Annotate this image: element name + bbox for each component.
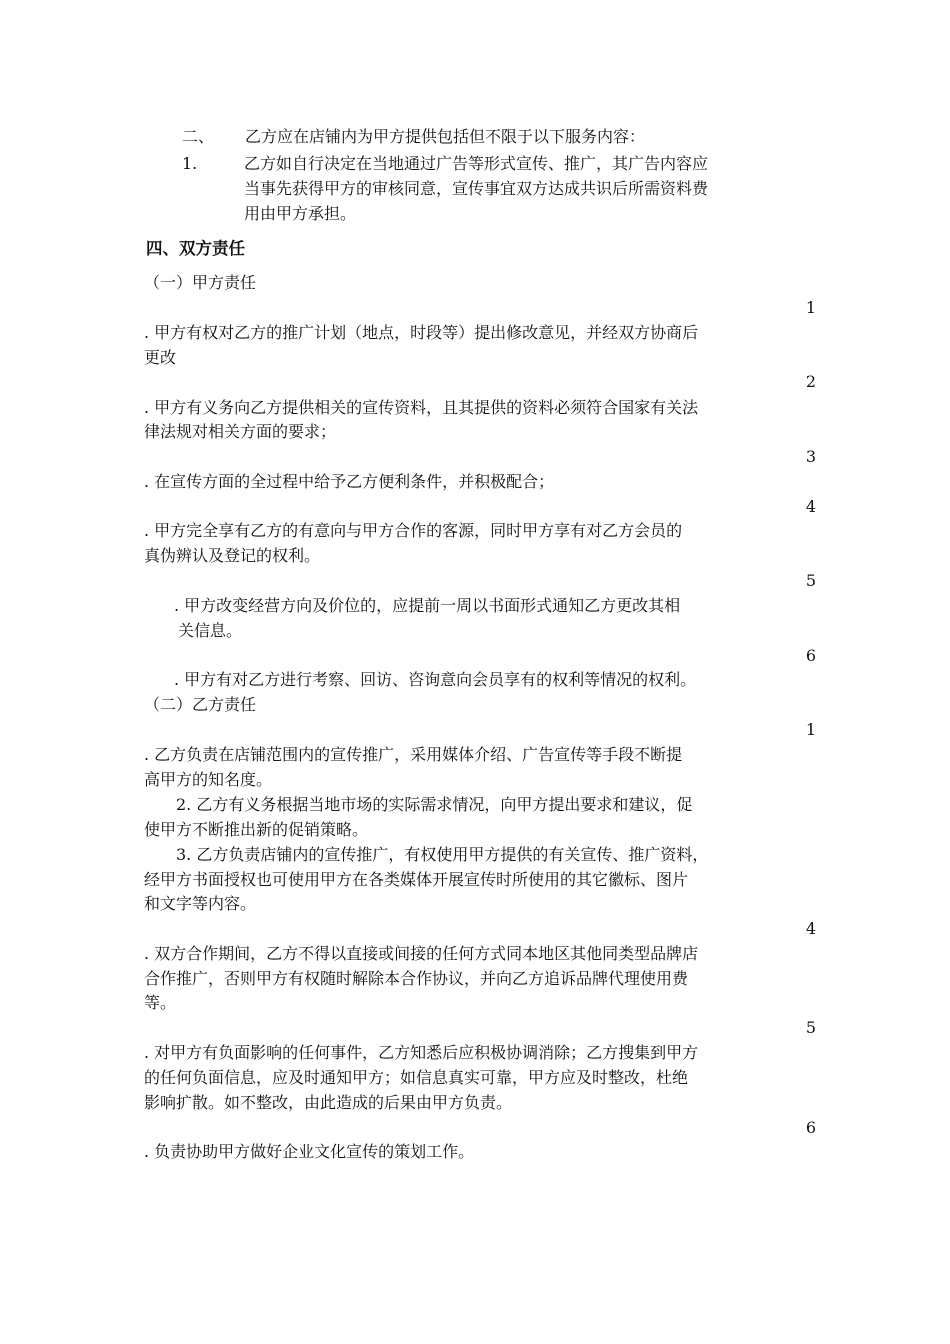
item-number: 5	[805, 1018, 816, 1037]
party-b-title: （二）乙方责任	[144, 695, 257, 714]
item-number: 4	[805, 919, 816, 938]
party-b-item-5-line: . 对甲方有负面影响的任何事件，乙方知悉后应积极协调消除；乙方搜集到甲方	[144, 1043, 699, 1062]
item-number: 5	[805, 571, 816, 590]
party-b-item-6-line: . 负责协助甲方做好企业文化宣传的策划工作。	[144, 1142, 475, 1161]
section2-marker: 二、	[182, 127, 215, 146]
party-b-item-3-line: 3. 乙方负责店铺内的宣传推广，有权使用甲方提供的有关宣传、推广资料，	[176, 845, 709, 864]
party-b-item-3-line: 和文字等内容。	[144, 894, 257, 913]
section2-item1-marker: 1.	[182, 154, 198, 173]
item-number: 6	[805, 1118, 816, 1137]
party-b-item-5-line: 的任何负面信息，应及时通知甲方；如信息真实可靠，甲方应及时整改，杜绝	[144, 1068, 689, 1087]
party-a-item-1-line: . 甲方有权对乙方的推广计划（地点，时段等）提出修改意见，并经双方协商后	[144, 323, 699, 342]
party-b-item-2-line: 使甲方不断推出新的促销策略。	[144, 820, 369, 839]
item-number: 2	[805, 372, 816, 391]
party-b-item-5-line: 影响扩散。如不整改，由此造成的后果由甲方负责。	[144, 1093, 513, 1112]
party-a-item-5-line: . 甲方改变经营方向及价位的，应提前一周以书面形式通知乙方更改其相	[174, 596, 681, 615]
party-a-item-2-line: 律法规对相关方面的要求；	[144, 422, 337, 441]
item-number: 1	[805, 720, 816, 739]
party-a-item-4-line: 真伪辨认及登记的权利。	[144, 546, 321, 565]
party-a-item-4-line: . 甲方完全享有乙方的有意向与甲方合作的客源，同时甲方享有对乙方会员的	[144, 521, 683, 540]
item-number: 6	[805, 646, 816, 665]
section2-item1-line: 当事先获得甲方的审核同意，宣传事宜双方达成共识后所需资料费	[244, 179, 709, 198]
section2-heading: 乙方应在店铺内为甲方提供包括但不限于以下服务内容：	[245, 127, 646, 146]
item-number: 3	[805, 447, 816, 466]
party-a-title: （一）甲方责任	[144, 273, 257, 292]
party-b-item-1-line: . 乙方负责在店铺范围内的宣传推广，采用媒体介绍、广告宣传等手段不断提	[144, 745, 683, 764]
party-a-item-6-line: . 甲方有对乙方进行考察、回访、咨询意向会员享有的权利等情况的权利。	[174, 670, 697, 689]
party-a-item-2-line: . 甲方有义务向乙方提供相关的宣传资料，且其提供的资料必须符合国家有关法	[144, 398, 699, 417]
party-b-item-4-line: 等。	[144, 993, 177, 1012]
party-a-item-3-line: . 在宣传方面的全过程中给予乙方便利条件，并积极配合；	[144, 472, 555, 491]
party-b-item-2-line: 2. 乙方有义务根据当地市场的实际需求情况，向甲方提出要求和建议，促	[176, 795, 693, 814]
party-a-item-1-line: 更改	[144, 348, 177, 367]
section2-item1-line: 乙方如自行决定在当地通过广告等形式宣传、推广，其广告内容应	[244, 154, 709, 173]
party-a-item-5-line: 关信息。	[178, 621, 243, 640]
party-b-item-4-line: . 双方合作期间，乙方不得以直接或间接的任何方式同本地区其他同类型品牌店	[144, 944, 699, 963]
item-number: 4	[805, 497, 816, 516]
party-b-item-4-line: 合作推广，否则甲方有权随时解除本合作协议，并向乙方追诉品牌代理使用费	[144, 969, 689, 988]
item-number: 1	[805, 298, 816, 317]
section4-title: 四、双方责任	[146, 239, 245, 258]
party-b-item-1-line: 高甲方的知名度。	[144, 770, 273, 789]
section2-item1-line: 用由甲方承担。	[244, 204, 357, 223]
party-b-item-3-line: 经甲方书面授权也可使用甲方在各类媒体开展宣传时所使用的其它徽标、图片	[144, 870, 689, 889]
